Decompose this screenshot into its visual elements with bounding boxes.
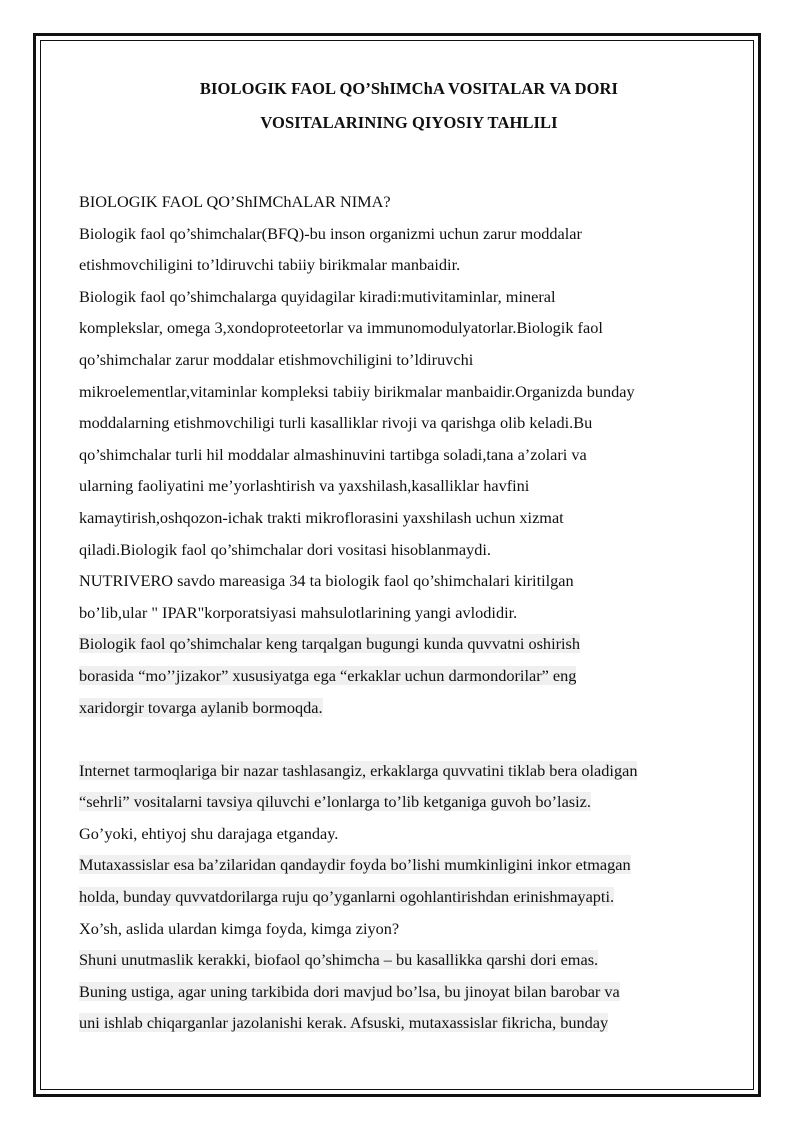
body-line-text: “sehrli” vositalarni tavsiya qiluvchi e’lonlarga to’lib ketganiga guvoh bo’lasiz. <box>79 792 591 812</box>
body-line <box>79 1007 739 1039</box>
body-line <box>79 692 739 724</box>
body-line <box>79 439 739 471</box>
body-line-text: etishmovchiligini to’ldiruvchi tabiiy birikmalar manbaidir. <box>79 255 461 275</box>
body-line <box>79 913 739 945</box>
body-line <box>79 849 739 881</box>
body-line <box>79 344 739 376</box>
body-line <box>79 218 739 250</box>
body-line <box>79 407 739 439</box>
body-line <box>79 976 739 1008</box>
second-paragraph-block <box>79 755 739 1039</box>
title-spacer <box>79 140 739 186</box>
body-line <box>79 818 739 850</box>
body-line-text: Mutaxassislar esa ba’zilaridan qandaydir foyda bo’lishi mumkinligini inkor etmagan <box>79 855 631 875</box>
body-line-text: qiladi.Biologik faol qo’shimchalar dori vositasi hisoblanmaydi. <box>79 539 491 559</box>
body-line-text: NUTRIVERO savdo mareasiga 34 ta biologik faol qo’shimchalari kiritilgan <box>79 571 574 591</box>
body-line <box>79 534 739 566</box>
body-line-text: ularning faoliyatini me’yorlashtirish va yaxshilash,kasalliklar havfini <box>79 476 530 496</box>
body-line <box>79 755 739 787</box>
body-line-text: mikroelementlar,vitaminlar kompleksi tabiiy birikmalar manbaidir.Organizda bunday <box>79 381 635 401</box>
body-line <box>79 376 739 408</box>
body-line-text: qo’shimchalar zarur moddalar etishmovchiligini to’ldiruvchi <box>79 349 474 369</box>
body-line-text: Shuni unutmaslik kerakki, biofaol qo’shimcha – bu kasallikka qarshi dori emas. <box>79 950 599 970</box>
body-line <box>79 944 739 976</box>
section-heading-paragraph <box>79 186 739 218</box>
document-title <box>79 72 739 140</box>
page-border-frame <box>33 33 761 1097</box>
body-line-text: Internet tarmoqlariga bir nazar tashlasangiz, erkaklarga quvvatini tiklab bera oladigan <box>79 760 638 780</box>
body-line <box>79 312 739 344</box>
paragraph-spacer <box>79 723 739 755</box>
document-title-line-2: VOSITALARINING QIYOSIY TAHLILI <box>260 113 558 132</box>
body-line-text: qo’shimchalar turli hil moddalar almashinuvini tartibga soladi,tana a’zolari va <box>79 444 587 464</box>
body-line <box>79 249 739 281</box>
body-line-text: borasida “mo’’jizakor” xususiyatga ega “erkaklar uchun darmondorilar” eng <box>79 665 577 685</box>
body-line-text: Go’yoki, ehtiyoj shu darajaga etganday. <box>79 823 339 843</box>
body-line-text: Buning ustiga, agar uning tarkibida dori mavjud bo’lsa, bu jinoyat bilan barobar va <box>79 981 620 1001</box>
body-line-text: Biologik faol qo’shimchalar(BFQ)-bu inson organizmi uchun zarur moddalar <box>79 223 582 243</box>
document-content <box>79 72 739 1039</box>
body-line-text: xaridorgir tovarga aylanib bormoqda. <box>79 697 323 717</box>
body-paragraph-block <box>79 218 739 724</box>
body-line <box>79 786 739 818</box>
body-line-text: kamaytirish,oshqozon-ichak trakti mikroflorasini yaxshilash uchun xizmat <box>79 507 564 527</box>
body-line-text: Biologik faol qo’shimchalarga quyidagilar kiradi:mutivitaminlar, mineral <box>79 286 556 306</box>
section-heading: BIOLOGIK FAOL QO’ShIMChALAR NIMA? <box>79 192 391 211</box>
body-line <box>79 565 739 597</box>
body-line <box>79 281 739 313</box>
body-line-text: komplekslar, omega 3,xondoproteetorlar va immunomodulyatorlar.Biologik faol <box>79 318 603 338</box>
body-line-text: moddalarning etishmovchiligi turli kasalliklar rivoji va qarishga olib keladi.Bu <box>79 413 593 433</box>
body-line-text: holda, bunday quvvatdorilarga ruju qo’yganlarni ogohlantirishdan erinishmayapti. <box>79 887 615 907</box>
body-line <box>79 660 739 692</box>
body-line-text: Xo’sh, aslida ulardan kimga foyda, kimga ziyon? <box>79 918 400 938</box>
body-line <box>79 628 739 660</box>
body-line <box>79 470 739 502</box>
body-line <box>79 597 739 629</box>
body-line <box>79 881 739 913</box>
body-line-text: Biologik faol qo’shimchalar keng tarqalgan bugungi kunda quvvatni oshirish <box>79 634 581 654</box>
body-line-text: bo’lib,ular " IPAR"korporatsiyasi mahsulotlarining yangi avlodidir. <box>79 602 518 622</box>
body-line-text: uni ishlab chiqarganlar jazolanishi kerak. Afsuski, mutaxassislar fikricha, bunday <box>79 1013 609 1033</box>
body-line <box>79 502 739 534</box>
document-title-line-1: BIOLOGIK FAOL QO’ShIMChA VOSITALAR VA DORI <box>199 79 619 98</box>
